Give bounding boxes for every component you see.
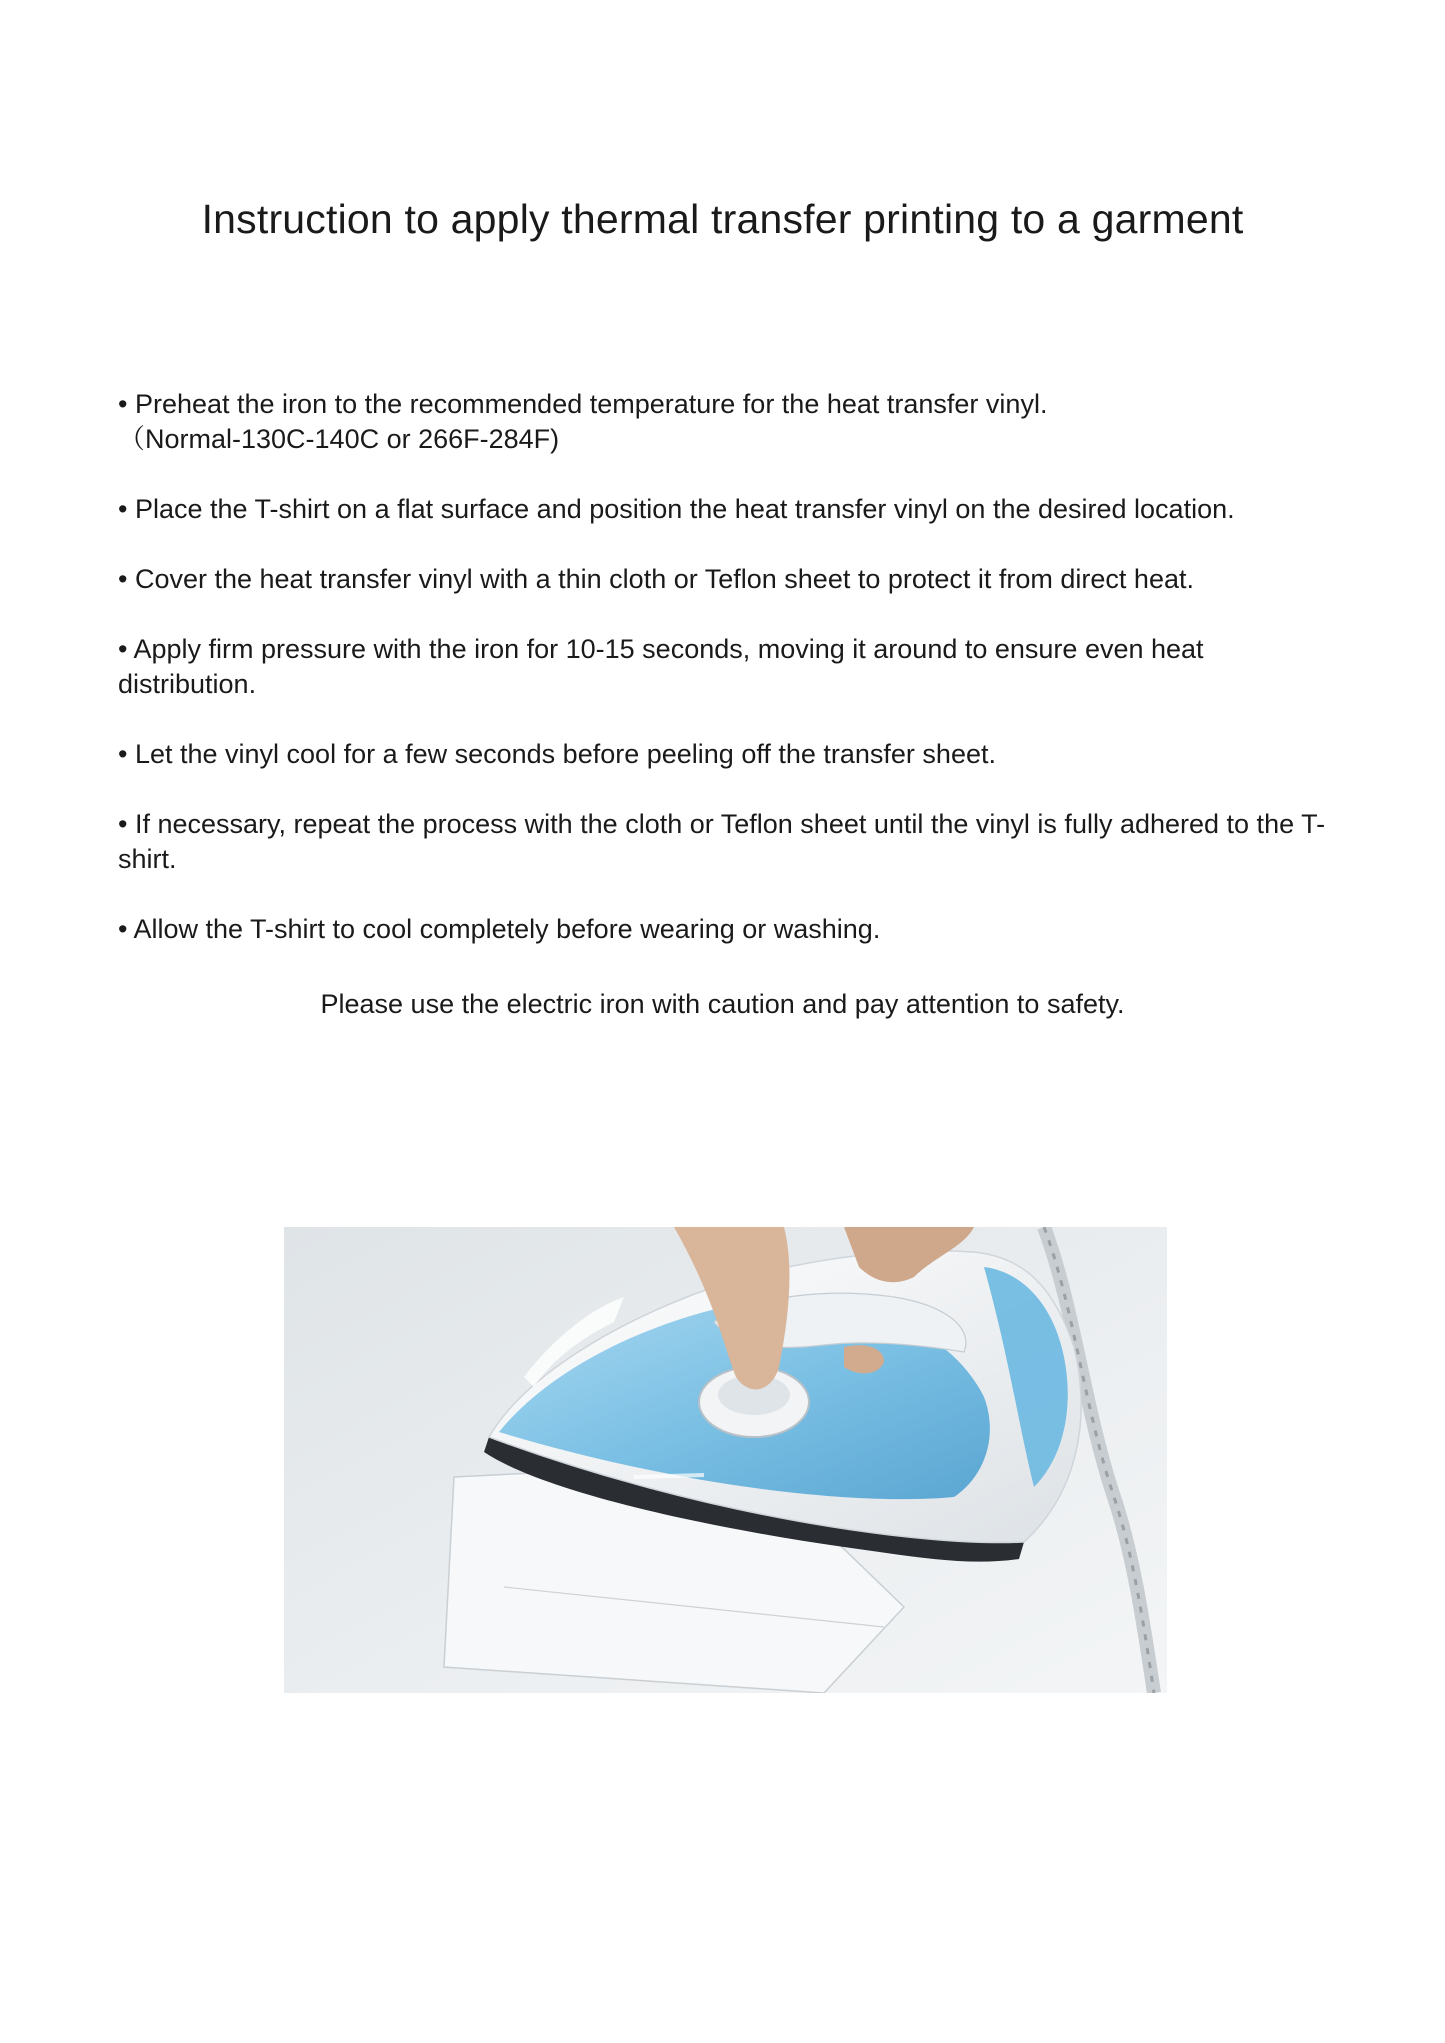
instruction-step — [118, 387, 1338, 457]
temperature-note: （Normal-130C-140C or 266F-284F) — [118, 424, 560, 454]
iron-illustration — [284, 1227, 1167, 1693]
step-text: • Place the T-shirt on a flat surface and position the heat transfer vinyl on the desired location. — [118, 494, 1235, 524]
instruction-list — [118, 387, 1338, 982]
instruction-step — [118, 632, 1338, 702]
step-text: • Cover the heat transfer vinyl with a thin cloth or Teflon sheet to protect it from direct heat. — [118, 564, 1194, 594]
instruction-step — [118, 562, 1338, 597]
safety-note: Please use the electric iron with caution and pay attention to safety. — [320, 989, 1125, 1019]
step-text: • Let the vinyl cool for a few seconds before peeling off the transfer sheet. — [118, 739, 996, 769]
instruction-step — [118, 912, 1338, 947]
instruction-step — [118, 807, 1338, 877]
instruction-step — [118, 737, 1338, 772]
step-text: • Preheat the iron to the recommended temperature for the heat transfer vinyl. — [118, 389, 1048, 419]
step-text: • Allow the T-shirt to cool completely before wearing or washing. — [118, 914, 881, 944]
step-text: • Apply firm pressure with the iron for 10-15 seconds, moving it around to ensure even heat distribution. — [118, 634, 1204, 699]
instruction-step — [118, 492, 1338, 527]
steam-iron-photo — [284, 1227, 1167, 1693]
page-title: Instruction to apply thermal transfer printing to a garment — [201, 196, 1244, 242]
step-text: • If necessary, repeat the process with the cloth or Teflon sheet until the vinyl is fully adhered to the T-shirt. — [118, 809, 1326, 874]
